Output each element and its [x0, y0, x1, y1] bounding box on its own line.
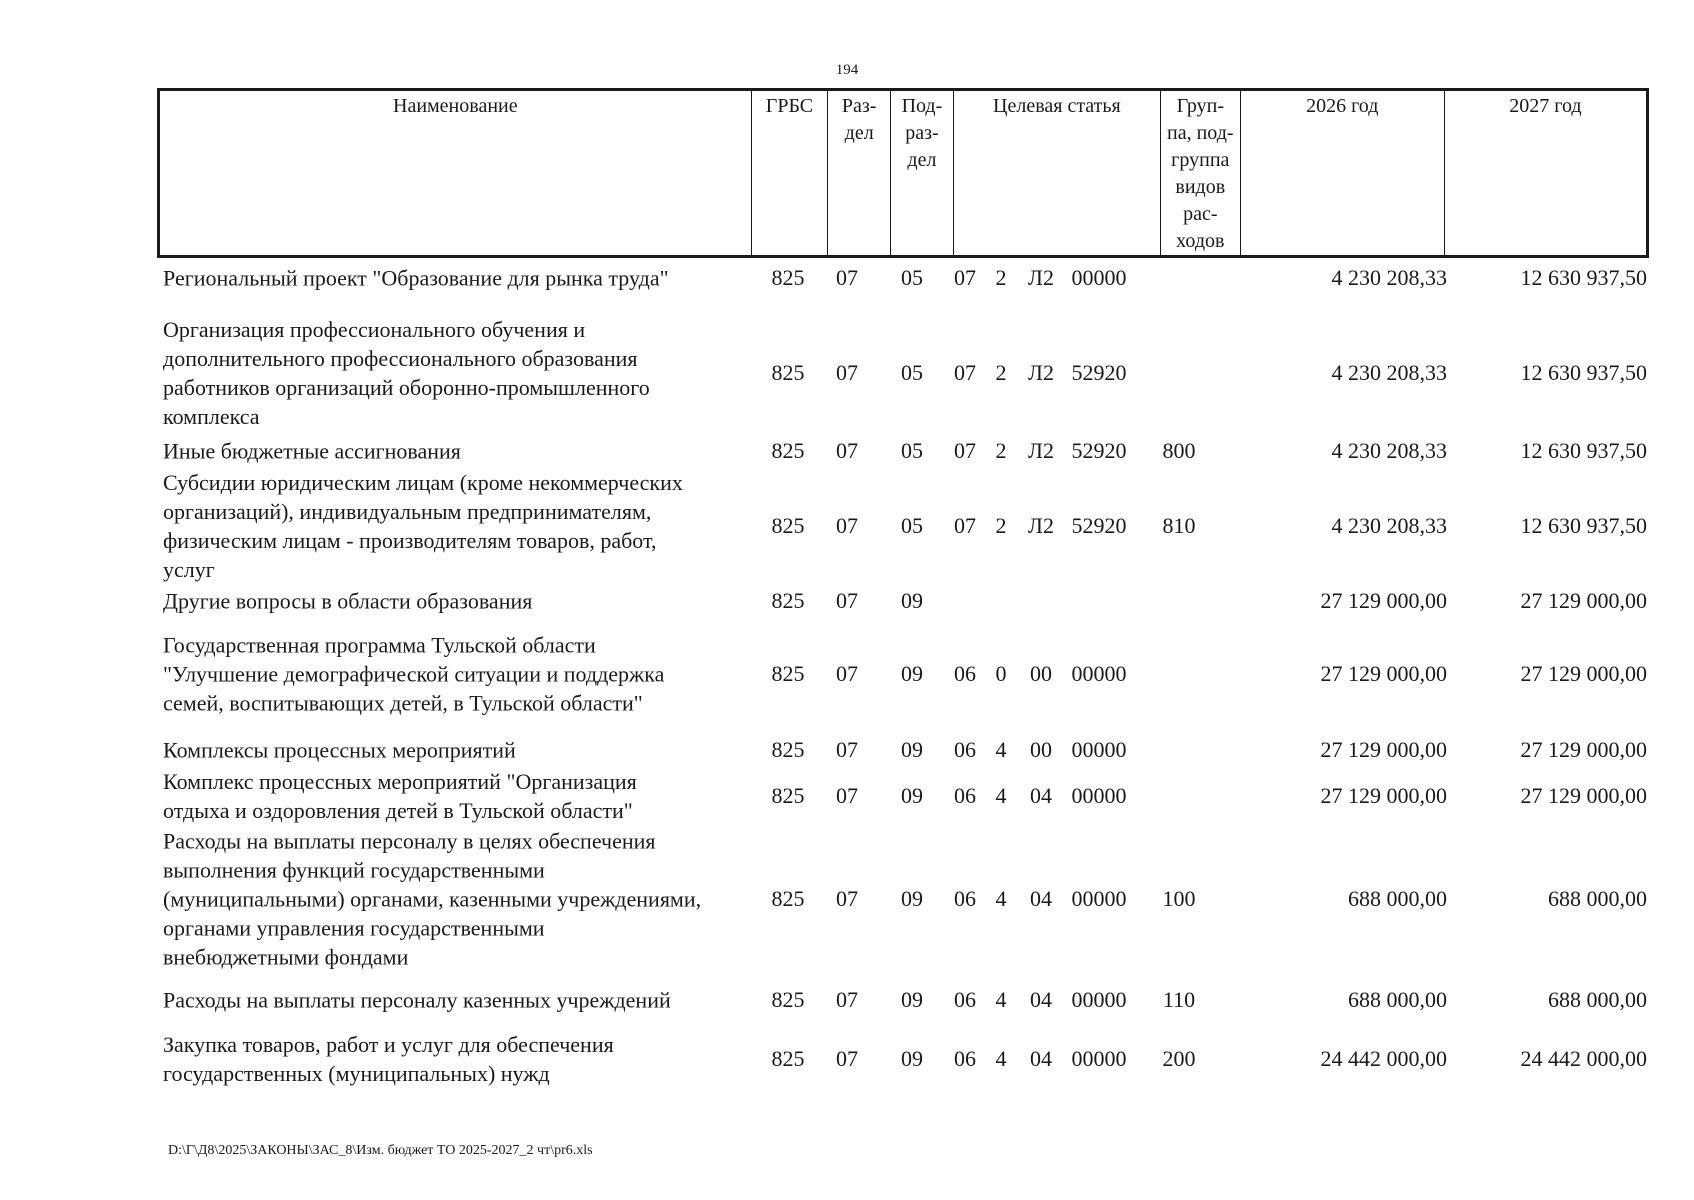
row-target-type: 4 [995, 783, 1007, 808]
table-row [157, 765, 1649, 827]
row-grbs: 825 [771, 438, 805, 463]
row-amount-2026: 24 442 000,00 [1320, 1046, 1447, 1071]
table-row [157, 628, 1649, 720]
row-amount-2027: 688 000,00 [1548, 987, 1647, 1012]
row-name: Другие вопросы в области образования [163, 588, 533, 614]
row-target-subtype: Л2 [1028, 438, 1054, 463]
row-target-code: 52920 [1071, 513, 1127, 538]
row-podrazdel: 09 [901, 588, 923, 613]
row-target-program: 06 [954, 1046, 976, 1071]
row-podrazdel: 09 [901, 737, 923, 762]
row-name: Закупка товаров, работ и услуг для обеспечения государственных (муниципальных) нужд [163, 1032, 614, 1086]
row-podrazdel: 05 [901, 438, 923, 463]
header-razdel: Раз- дел [828, 91, 891, 255]
page-number: 194 [835, 62, 859, 78]
row-grbs: 825 [771, 661, 805, 686]
row-amount-2027: 12 630 937,50 [1520, 438, 1647, 463]
row-name: Комплексы процессных мероприятий [163, 737, 516, 763]
row-amount-2027: 27 129 000,00 [1520, 737, 1647, 762]
row-amount-2026: 4 230 208,33 [1331, 360, 1447, 385]
row-amount-2026: 27 129 000,00 [1320, 783, 1447, 808]
row-target-program: 06 [954, 987, 976, 1012]
row-name: Региональный проект "Образование для рынка труда" [163, 265, 669, 291]
row-grbs: 825 [771, 987, 805, 1012]
row-target-type: 4 [995, 1046, 1007, 1071]
row-grbs: 825 [771, 886, 805, 911]
row-razdel: 07 [836, 661, 858, 686]
row-grbs: 825 [771, 265, 805, 290]
row-target-type: 2 [995, 438, 1007, 463]
row-razdel: 07 [836, 513, 858, 538]
row-target-program: 07 [954, 360, 976, 385]
row-target-program: 06 [954, 661, 976, 686]
row-target-subtype: Л2 [1028, 513, 1054, 538]
row-target-subtype: 04 [1030, 783, 1052, 808]
row-expense-group: 800 [1162, 438, 1196, 463]
row-expense-group: 200 [1162, 1046, 1196, 1071]
row-target-subtype: 04 [1030, 886, 1052, 911]
row-amount-2026: 4 230 208,33 [1331, 513, 1447, 538]
row-name: Субсидии юридическим лицам (кроме некоммерческих организаций), индивидуальным предпринимателям, физическим лицам - производителям товаров, работ, услуг [163, 470, 683, 582]
row-amount-2026: 27 129 000,00 [1320, 661, 1447, 686]
table-row [157, 313, 1649, 433]
table-row [157, 984, 1649, 1016]
row-expense-group: 110 [1162, 987, 1196, 1012]
row-target-type: 4 [995, 987, 1007, 1012]
row-amount-2027: 12 630 937,50 [1520, 360, 1647, 385]
header-target-article: Целевая статья [954, 91, 1161, 255]
row-podrazdel: 09 [901, 987, 923, 1012]
row-target-type: 0 [995, 661, 1007, 686]
table-row [157, 734, 1649, 766]
row-name: Государственная программа Тульской области "Улучшение демографической ситуации и поддержка семей, воспитывающих детей, в Тульской области" [163, 632, 665, 716]
row-amount-2026: 27 129 000,00 [1320, 588, 1447, 613]
header-year-2026: 2026 год [1241, 91, 1445, 255]
row-target-subtype: 04 [1030, 987, 1052, 1012]
row-amount-2026: 688 000,00 [1348, 886, 1447, 911]
row-amount-2027: 27 129 000,00 [1520, 588, 1647, 613]
row-grbs: 825 [771, 1046, 805, 1071]
header-name: Наименование [160, 91, 752, 255]
row-name: Комплекс процессных мероприятий "Организация отдыха и оздоровления детей в Тульской области" [163, 769, 637, 823]
row-target-subtype: Л2 [1028, 360, 1054, 385]
row-target-type: 4 [995, 886, 1007, 911]
row-grbs: 825 [771, 588, 805, 613]
row-target-type: 2 [995, 265, 1007, 290]
header-grbs: ГРБС [752, 91, 829, 255]
row-target-code: 00000 [1071, 265, 1127, 290]
row-amount-2026: 4 230 208,33 [1331, 265, 1447, 290]
row-amount-2026: 688 000,00 [1348, 987, 1447, 1012]
row-podrazdel: 09 [901, 1046, 923, 1071]
row-target-subtype: 04 [1030, 1046, 1052, 1071]
row-target-program: 07 [954, 265, 976, 290]
row-razdel: 07 [836, 265, 858, 290]
row-podrazdel: 09 [901, 783, 923, 808]
row-target-program: 06 [954, 886, 976, 911]
row-target-type: 2 [995, 513, 1007, 538]
row-razdel: 07 [836, 588, 858, 613]
row-target-program: 07 [954, 513, 976, 538]
row-amount-2027: 12 630 937,50 [1520, 513, 1647, 538]
header-expense-group: Груп- па, под- группа видов рас- ходов [1161, 91, 1241, 255]
row-expense-group: 100 [1162, 886, 1196, 911]
row-target-code: 00000 [1071, 783, 1127, 808]
row-name: Иные бюджетные ассигнования [163, 438, 461, 464]
row-grbs: 825 [771, 737, 805, 762]
table-row [157, 1028, 1649, 1090]
row-target-code: 00000 [1071, 737, 1127, 762]
table-header [157, 88, 1649, 258]
row-name: Расходы на выплаты персоналу казенных учреждений [163, 987, 671, 1013]
header-year-2027: 2027 год [1509, 95, 1582, 117]
row-target-program: 07 [954, 438, 976, 463]
row-target-program: 06 [954, 783, 976, 808]
row-target-code: 52920 [1071, 360, 1127, 385]
row-amount-2026: 27 129 000,00 [1320, 737, 1447, 762]
row-target-code: 00000 [1071, 886, 1127, 911]
row-target-code: 00000 [1071, 661, 1127, 686]
row-grbs: 825 [771, 360, 805, 385]
row-podrazdel: 05 [901, 265, 923, 290]
row-podrazdel: 05 [901, 360, 923, 385]
row-amount-2027: 27 129 000,00 [1520, 661, 1647, 686]
table-row [157, 824, 1649, 974]
row-amount-2027: 24 442 000,00 [1520, 1046, 1647, 1071]
row-podrazdel: 09 [901, 886, 923, 911]
row-razdel: 07 [836, 886, 858, 911]
header-podrazdel: Под- раз- дел [891, 91, 954, 255]
row-target-type: 2 [995, 360, 1007, 385]
row-target-subtype: 00 [1030, 737, 1052, 762]
row-name: Организация профессионального обучения и дополнительного профессионального образования работников организаций оборонно-промышленного комплекса [163, 317, 650, 429]
table-row [157, 436, 1649, 466]
table-row [157, 466, 1649, 586]
row-razdel: 07 [836, 1046, 858, 1071]
row-target-subtype: Л2 [1028, 265, 1054, 290]
row-target-code: 00000 [1071, 1046, 1127, 1071]
table-row [157, 258, 1649, 298]
row-target-code: 52920 [1071, 438, 1127, 463]
row-expense-group: 810 [1162, 513, 1196, 538]
row-podrazdel: 05 [901, 513, 923, 538]
row-razdel: 07 [836, 438, 858, 463]
row-razdel: 07 [836, 783, 858, 808]
row-grbs: 825 [771, 513, 805, 538]
row-grbs: 825 [771, 783, 805, 808]
row-target-subtype: 00 [1030, 661, 1052, 686]
row-amount-2027: 12 630 937,50 [1520, 265, 1647, 290]
row-razdel: 07 [836, 987, 858, 1012]
row-podrazdel: 09 [901, 661, 923, 686]
row-amount-2026: 4 230 208,33 [1331, 438, 1447, 463]
row-target-code: 00000 [1071, 987, 1127, 1012]
row-amount-2027: 688 000,00 [1548, 886, 1647, 911]
row-target-program: 06 [954, 737, 976, 762]
row-target-type: 4 [995, 737, 1007, 762]
row-amount-2027: 27 129 000,00 [1520, 783, 1647, 808]
row-name: Расходы на выплаты персоналу в целях обеспечения выполнения функций государственными (муниципальными) органами, казенными учреждениями, органами управления государственными внебюджетными фондами [163, 828, 702, 970]
table-row [157, 586, 1649, 616]
row-razdel: 07 [836, 360, 858, 385]
row-razdel: 07 [836, 737, 858, 762]
file-path-footer: D:\Г\Д8\2025\ЗАКОНЫ\ЗАС_8\Изм. бюджет ТО 2025-2027_2 чт\pr6.xls [168, 1143, 593, 1158]
